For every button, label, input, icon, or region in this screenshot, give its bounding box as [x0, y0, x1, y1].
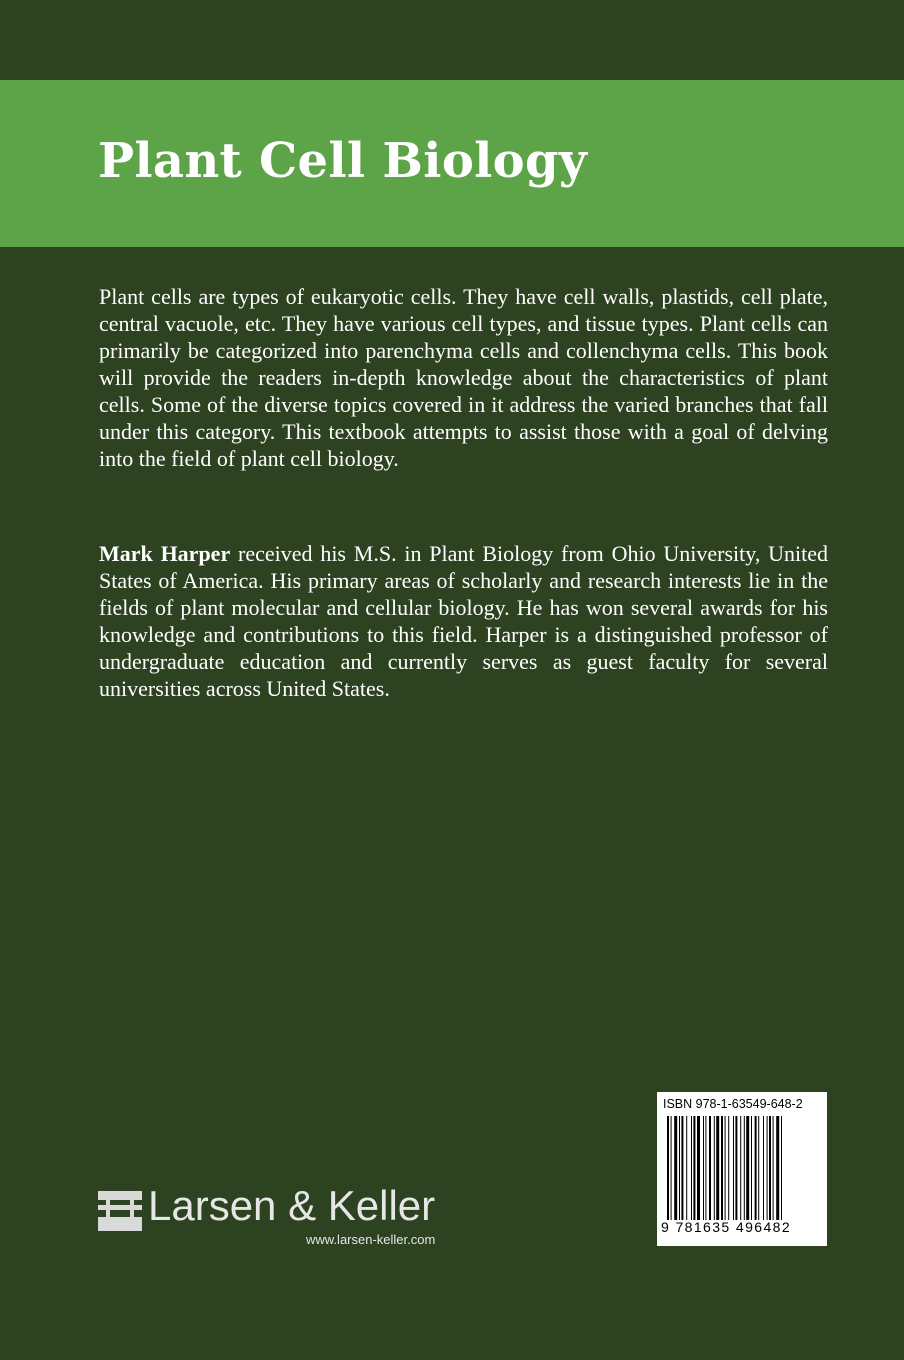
- isbn-label: ISBN 978-1-63549-648-2: [663, 1097, 803, 1111]
- publisher-name: Larsen & Keller: [148, 1182, 436, 1229]
- book-title: Plant Cell Biology: [98, 133, 588, 189]
- book-description: Plant cells are types of eukaryotic cells. They have cell walls, plastids, cell plate, central vacuole, etc. They have various cell types, and tissue types. Plant cells can primarily be categorized into parenchyma cells and collenchyma cells. This book will provide the readers in-depth knowledge about the characteristics of plant cells. Some of the diverse topics covered in it address the varied branches that fall under this category. This textbook attempts to assist those with a goal of delving into the field of plant cell biology.: [99, 284, 828, 471]
- publisher-logo-icon: [98, 1191, 142, 1231]
- publisher-url: www.larsen-keller.com: [306, 1232, 436, 1247]
- publisher-block: [98, 1182, 478, 1256]
- author-bio-text: received his M.S. in Plant Biology from Ohio University, United States of America. His primary areas of scholarly and research interests lie in the fields of plant molecular and cellular biology. He has won several awards for his knowledge and contributions to this field. Harper is a distinguished professor of undergraduate education and currently serves as guest faculty for several universities across United States.: [99, 541, 829, 701]
- author-name: Mark Harper: [99, 541, 231, 566]
- barcode-digits: 9 781635 496482: [661, 1219, 791, 1235]
- barcode-box: [657, 1092, 827, 1246]
- author-bio: [99, 540, 828, 702]
- barcode-icon: [667, 1116, 817, 1220]
